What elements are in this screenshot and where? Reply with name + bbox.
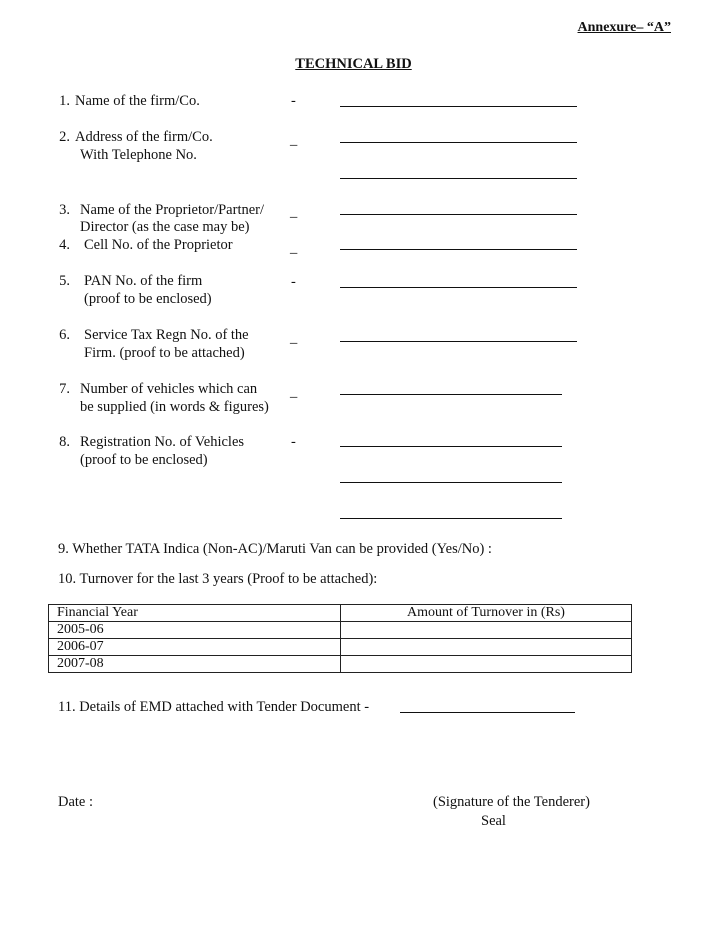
item-label: Address of the firm/Co. — [75, 129, 213, 145]
item-label: Number of vehicles which can — [80, 381, 258, 397]
separator: _ — [290, 330, 298, 346]
table-cell-amount[interactable] — [341, 622, 632, 639]
table-header-row — [49, 605, 632, 622]
item-label: Name of the firm/Co. — [75, 93, 200, 109]
answer-line-vehicles[interactable] — [340, 394, 562, 395]
item-number: 2. — [59, 129, 70, 145]
item-number: 8. — [59, 434, 70, 450]
table-cell-year: 2005-06 — [49, 622, 341, 639]
table-header: Financial Year — [49, 605, 341, 622]
answer-line-emd[interactable] — [400, 712, 575, 713]
date-label: Date : — [58, 794, 94, 810]
table-cell-year: 2007-08 — [49, 656, 341, 673]
annexure-label: Annexure– “A” — [577, 20, 671, 35]
signature-label: (Signature of the Tenderer) — [433, 794, 590, 810]
answer-line-address[interactable] — [340, 142, 577, 143]
item-label: PAN No. of the firm — [84, 273, 203, 289]
item-number: 1. — [59, 93, 70, 109]
item-label: be supplied (in words & figures) — [80, 399, 269, 415]
item-label: Registration No. of Vehicles — [80, 434, 245, 450]
document-title: TECHNICAL BID — [295, 56, 412, 72]
table-row — [49, 622, 632, 639]
answer-line-firm-name[interactable] — [340, 106, 577, 107]
question-9: 9. Whether TATA Indica (Non-AC)/Maruti Van can be provided (Yes/No) : — [58, 541, 492, 557]
table-cell-year: 2006-07 — [49, 639, 341, 656]
question-11: 11. Details of EMD attached with Tender Document - — [58, 699, 370, 715]
answer-line-proprietor[interactable] — [340, 214, 577, 215]
table-row — [49, 656, 632, 673]
item-label: Service Tax Regn No. of the — [84, 327, 249, 343]
item-label: (proof to be enclosed) — [80, 452, 208, 468]
answer-line-registration-3[interactable] — [340, 518, 562, 519]
separator: _ — [290, 240, 298, 256]
seal-label: Seal — [481, 813, 506, 829]
answer-line-registration-2[interactable] — [340, 482, 562, 483]
separator: _ — [290, 384, 298, 400]
answer-line-pan[interactable] — [340, 287, 577, 288]
item-number: 6. — [59, 327, 70, 343]
item-number: 5. — [59, 273, 70, 289]
answer-line-telephone[interactable] — [340, 178, 577, 179]
table-row — [49, 639, 632, 656]
item-number: 3. — [59, 202, 70, 218]
separator: - — [291, 274, 296, 290]
item-label: Director (as the case may be) — [80, 219, 250, 235]
table-header: Amount of Turnover in (Rs) — [341, 605, 632, 622]
table-cell-amount[interactable] — [341, 656, 632, 673]
table-cell-amount[interactable] — [341, 639, 632, 656]
turnover-table — [48, 604, 632, 673]
separator: _ — [290, 204, 298, 220]
separator: - — [291, 434, 296, 450]
item-label: Firm. (proof to be attached) — [84, 345, 245, 361]
answer-line-service-tax[interactable] — [340, 341, 577, 342]
separator: _ — [290, 132, 298, 148]
item-number: 4. — [59, 237, 70, 253]
item-label: Name of the Proprietor/Partner/ — [80, 202, 265, 218]
question-10: 10. Turnover for the last 3 years (Proof to be attached): — [58, 571, 378, 587]
item-label: (proof to be enclosed) — [84, 291, 212, 307]
item-label: With Telephone No. — [80, 147, 197, 163]
item-label: Cell No. of the Proprietor — [84, 237, 233, 253]
item-number: 7. — [59, 381, 70, 397]
separator: - — [291, 93, 296, 109]
answer-line-registration-1[interactable] — [340, 446, 562, 447]
answer-line-cell-no[interactable] — [340, 249, 577, 250]
